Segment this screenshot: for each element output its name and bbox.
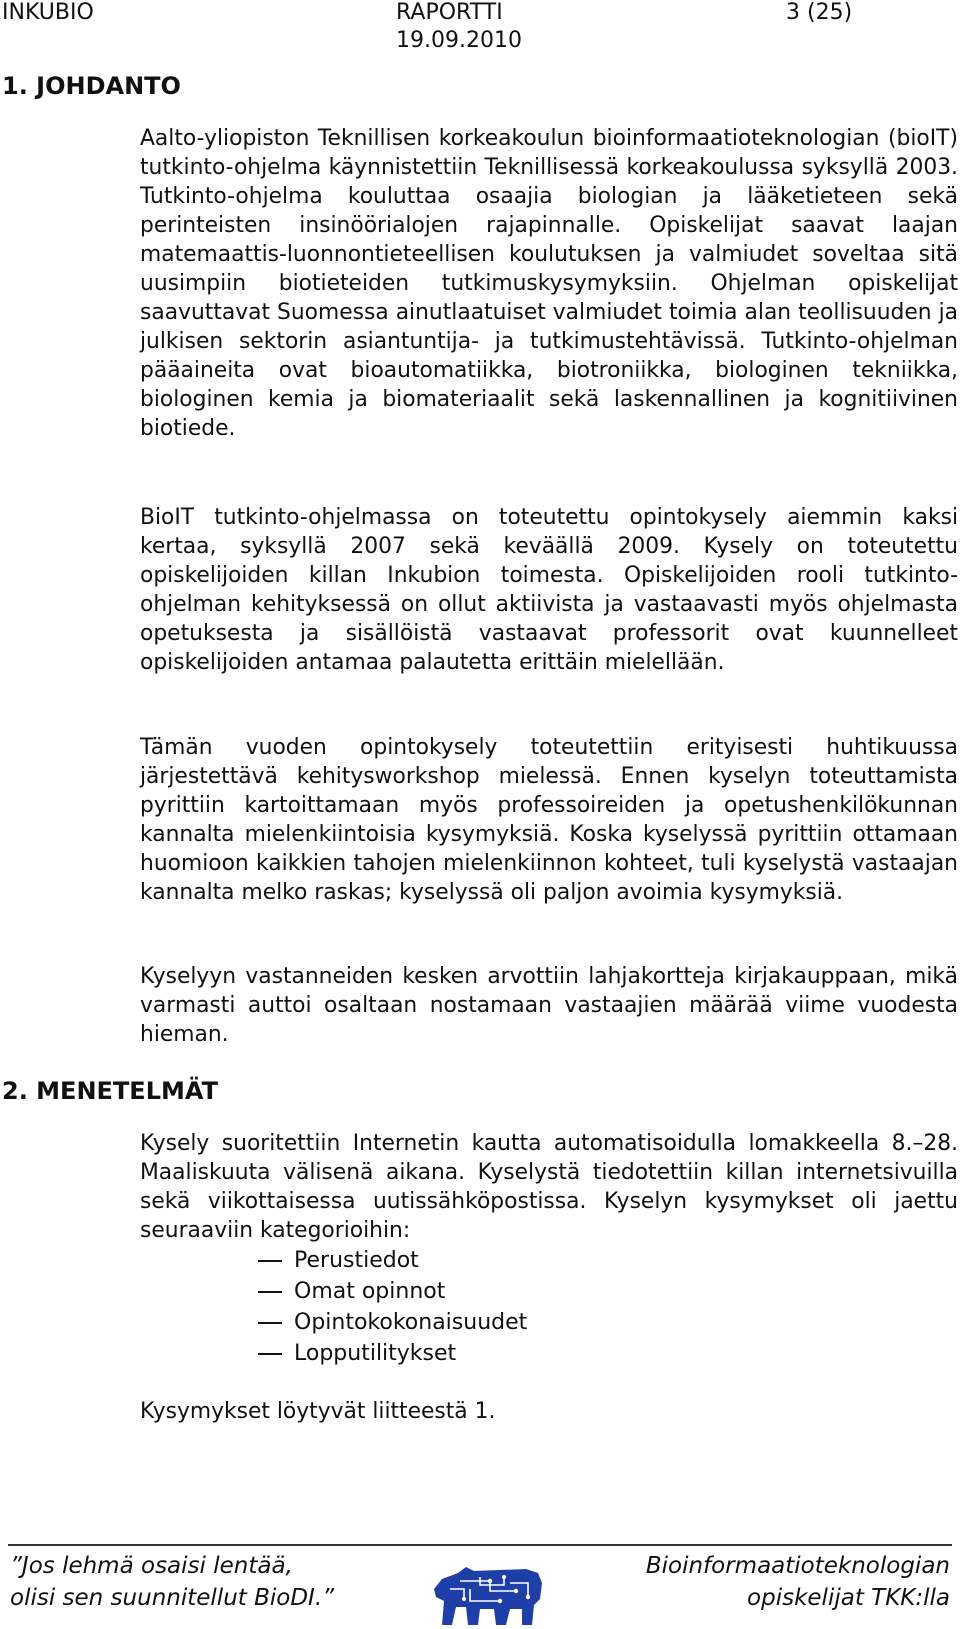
list-item: Lopputilitykset: [258, 1338, 527, 1369]
footer-org-line1: Bioinformaatioteknologian: [645, 1553, 950, 1579]
list-item: Omat opinnot: [258, 1276, 527, 1307]
header-date: 19.09.2010: [396, 28, 522, 53]
closing-sentence: Kysymykset löytyvät liitteestä 1.: [140, 1399, 496, 1424]
section-heading-johdanto: 1. JOHDANTO: [2, 72, 181, 100]
circuit-cow-logo-icon: [430, 1559, 550, 1627]
paragraph: Aalto-yliopiston Teknillisen korkeakoulun bioinformaatioteknologian (bioIT) tutkinto-ohjelma käynnistettiin Teknillisessä korkeakoulussa syksyllä 2003. Tutkinto-ohjelma kouluttaa osaajia biologian ja lääketieteen sekä perinteisten insinöörialojen rajapinnalle. Opiskelijat saavat laajan matemaattis-luonnontieteellisen koulutuksen ja valmiudet soveltaa sitä uusimpiin biotieteiden tutkimuskysymyksiin. Ohjelman opiskelijat saavuttavat Suomessa ainutlaatuiset valmiudet toimia alan teollisuuden ja julkisen sektorin asiantuntija- ja tutkimustehtävissä. Tutkinto-ohjelman pääaineita ovat bioautomatiikka, biotroniikka, biologinen tekniikka, biologinen kemia ja biomateriaalit sekä laskennallinen ja kognitiivinen biotiede.: [140, 126, 958, 441]
section-heading-menetelmat: 2. MENETELMÄT: [2, 1077, 218, 1105]
category-list: [258, 1245, 527, 1369]
list-item: Opintokokonaisuudet: [258, 1307, 527, 1338]
paragraph: Kyselyyn vastanneiden kesken arvottiin lahjakortteja kirjakauppaan, mikä varmasti auttoi osaltaan nostamaan vastaajien määrää viime vuodesta hieman.: [140, 964, 958, 1047]
header-page-number: 3 (25): [786, 0, 853, 25]
footer-divider: [8, 1544, 952, 1546]
paragraph: Tämän vuoden opintokysely toteutettiin erityisesti huhtikuussa järjestettävä kehitysworkshop mielessä. Ennen kyselyn toteuttamista pyrittiin kartoittamaan myös professoireiden ja opetushenkilökunnan kannalta mielenkiintoisia kysymyksiä. Koska kyselyssä pyrittiin ottamaan huomioon kaikkien tahojen mielenkiinnon kohteet, tuli kyselystä vastaajan kannalta melko raskas; kyselyssä oli paljon avoimia kysymyksiä.: [140, 735, 958, 905]
paragraph: Kysely suoritettiin Internetin kautta automatisoidulla lomakkeella 8.–28. Maaliskuuta välisenä aikana. Kyselystä tiedotettiin killan internetsivuilla sekä viikottaisessa uutissähköpostissa. Kyselyn kysymykset oli jaettu seuraaviin kategorioihin:: [140, 1131, 958, 1243]
footer-quote-line2: olisi sen suunnitellut BioDI.”: [10, 1585, 335, 1611]
header-doc-type: RAPORTTI: [396, 0, 503, 25]
footer-org-line2: opiskelijat TKK:lla: [747, 1585, 950, 1611]
header-org: INKUBIO: [2, 0, 94, 25]
footer-quote-line1: ”Jos lehmä osaisi lentää,: [10, 1553, 293, 1579]
paragraph: BioIT tutkinto-ohjelmassa on toteutettu opintokysely aiemmin kaksi kertaa, syksyllä 2007 sekä keväällä 2009. Kysely on toteutettu opiskelijoiden killan Inkubion toimesta. Opiskelijoiden rooli tutkinto-ohjelman kehityksessä on ollut aktiivista ja vastaavasti myös ohjelmasta opetuksesta ja sisällöistä vastaavat professorit ovat kuunnelleet opiskelijoiden antamaa palautetta erittäin mielellään.: [140, 505, 958, 675]
list-item: Perustiedot: [258, 1245, 527, 1276]
